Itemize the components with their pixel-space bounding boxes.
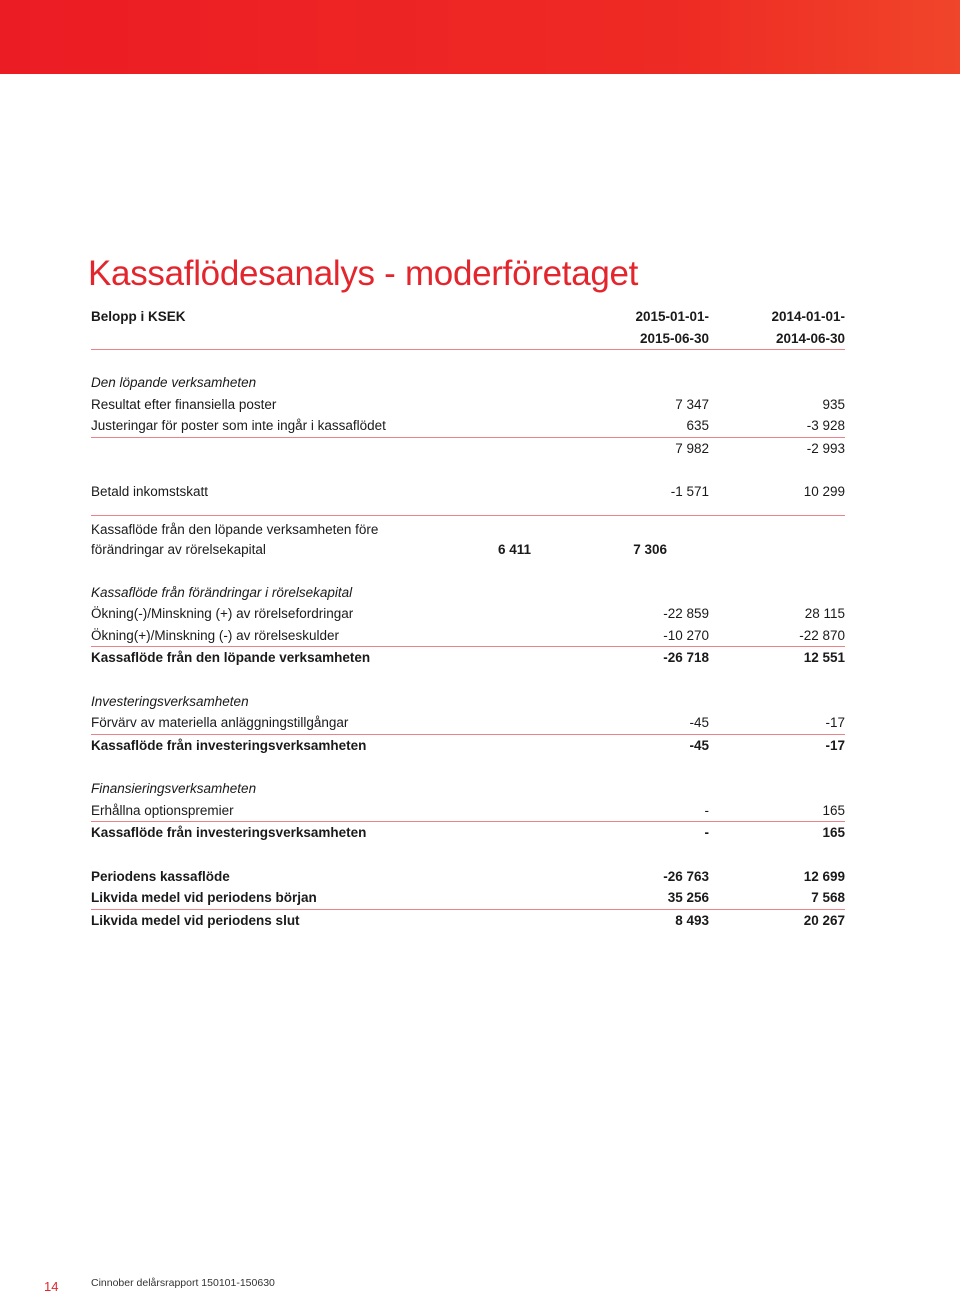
subtotal-row: 7 982 -2 993 — [675, 440, 845, 456]
before-working-capital-row: Kassaflöde från den löpande verksamheten före förändringar av rörelsekapital 6 411 7 306 — [91, 521, 667, 557]
section-heading-financing: Finansieringsverksamheten — [91, 781, 257, 796]
table-row: Ökning(-)/Minskning (+) av rörelsefordringar -22 859 28 115 — [91, 606, 845, 621]
cash-flow-table — [91, 306, 845, 931]
summary-row: Likvida medel vid periodens början 35 256 7 568 — [91, 887, 845, 910]
table-row: Ökning(+)/Minskning (-) av rörelseskulder -10 270 -22 870 — [91, 625, 845, 648]
table-row: Resultat efter finansiella poster 7 347 935 — [91, 396, 845, 412]
summary-row: Periodens kassaflöde -26 763 12 699 — [91, 868, 845, 884]
period1-end: 2015-06-30 — [639, 330, 709, 346]
table-row: Erhållna optionspremier - 165 — [91, 800, 845, 823]
page-number: 14 — [44, 1279, 59, 1294]
tax-row: Betald inkomstskatt -1 571 10 299 — [91, 484, 845, 499]
total-row: Kassaflöde från investeringsverksamheten - 165 — [91, 825, 845, 840]
total-row: Kassaflöde från den löpande verksamheten -26 718 12 551 — [91, 650, 845, 665]
period1-start: 2015-01-01- — [635, 309, 709, 324]
table-row: Förvärv av materiella anläggningstillgångar -45 -17 — [91, 712, 845, 735]
total-row: Kassaflöde från investeringsverksamheten -45 -17 — [91, 737, 845, 753]
summary-row: Likvida medel vid periodens slut 8 493 20 267 — [91, 912, 845, 928]
header-row-2 — [91, 328, 845, 351]
page-title: Kassaflödesanalys - moderföretaget — [88, 254, 639, 293]
table-row: Justeringar för poster som inte ingår i kassaflödet 635 -3 928 — [91, 415, 845, 438]
section-heading-operating: Den löpande verksamheten — [91, 375, 257, 390]
header-row-1 — [91, 306, 845, 328]
period2-start: 2014-01-01- — [771, 309, 845, 324]
amount-unit-label: Belopp i KSEK — [91, 309, 186, 324]
report-footer: Cinnober delårsrapport 150101-150630 — [91, 1277, 275, 1289]
top-color-band — [0, 0, 960, 74]
period2-end: 2014-06-30 — [775, 330, 845, 346]
section-heading-working-capital: Kassaflöde från förändringar i rörelsekapital — [91, 584, 353, 600]
section-heading-investing: Investeringsverksamheten — [91, 693, 249, 709]
